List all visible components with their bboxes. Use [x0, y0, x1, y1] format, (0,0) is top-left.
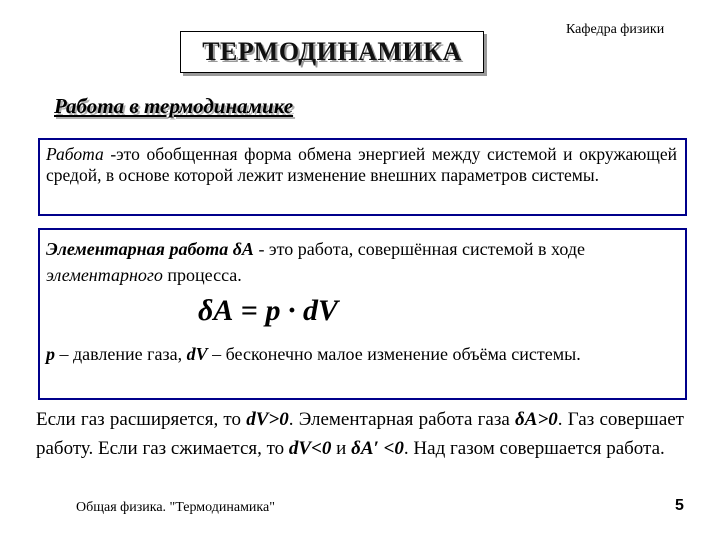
dv-description: – бесконечно малое изменение объёма системы.	[207, 344, 581, 364]
condition-work-positive: δА>0	[515, 409, 558, 430]
formula-left: δА	[198, 294, 234, 327]
elementary-word: элементарного	[46, 265, 163, 285]
condition-expand: dV>0	[246, 409, 289, 430]
definition-box	[38, 138, 687, 216]
elementary-work-text	[46, 236, 677, 288]
bottom-text-5: . Над газом совершается работа.	[403, 438, 665, 459]
bottom-text-1: Если газ расширяется, то	[36, 409, 247, 430]
bottom-text-2: . Элементарная работа газа	[288, 409, 516, 430]
elementary-work-body-1: - это работа, совершённая системой в ходе	[253, 239, 585, 259]
definition-body: -это обобщенная форма обмена энергией между системой и окружающей средой, в основе которой лежит изменение внешних параметров системы.	[46, 144, 677, 185]
elementary-work-body-2: процесса.	[162, 265, 242, 285]
section-subtitle: Работа в термодинамике	[54, 94, 294, 118]
p-description: – давление газа,	[55, 344, 187, 364]
bottom-text-3: . Газ совершает работу. Если газ сжимается, то	[36, 409, 684, 459]
p-symbol: p	[46, 344, 55, 364]
page-number: 5	[675, 497, 684, 514]
condition-work-negative: δА′ <0	[351, 438, 404, 459]
elementary-work-term: Элементарная работа δА	[46, 239, 254, 259]
dv-symbol: dV	[186, 344, 208, 364]
elementary-work-box	[38, 228, 687, 400]
definition-term: Работа	[46, 144, 104, 164]
department-label: Кафедра физики	[566, 22, 665, 37]
condition-compress: dV<0	[288, 438, 332, 459]
definition-text	[46, 144, 677, 186]
parameters-text	[46, 342, 676, 367]
work-formula	[198, 294, 338, 328]
formula-equals: =	[233, 294, 266, 327]
formula-right: p · dV	[265, 294, 339, 327]
footer-course: Общая физика. "Термодинамика"	[76, 500, 275, 515]
slide-title: ТЕРМОДИНАМИКА	[202, 37, 462, 66]
gas-work-paragraph	[36, 405, 684, 463]
bottom-text-4: и	[331, 438, 352, 459]
title-box	[180, 31, 484, 73]
